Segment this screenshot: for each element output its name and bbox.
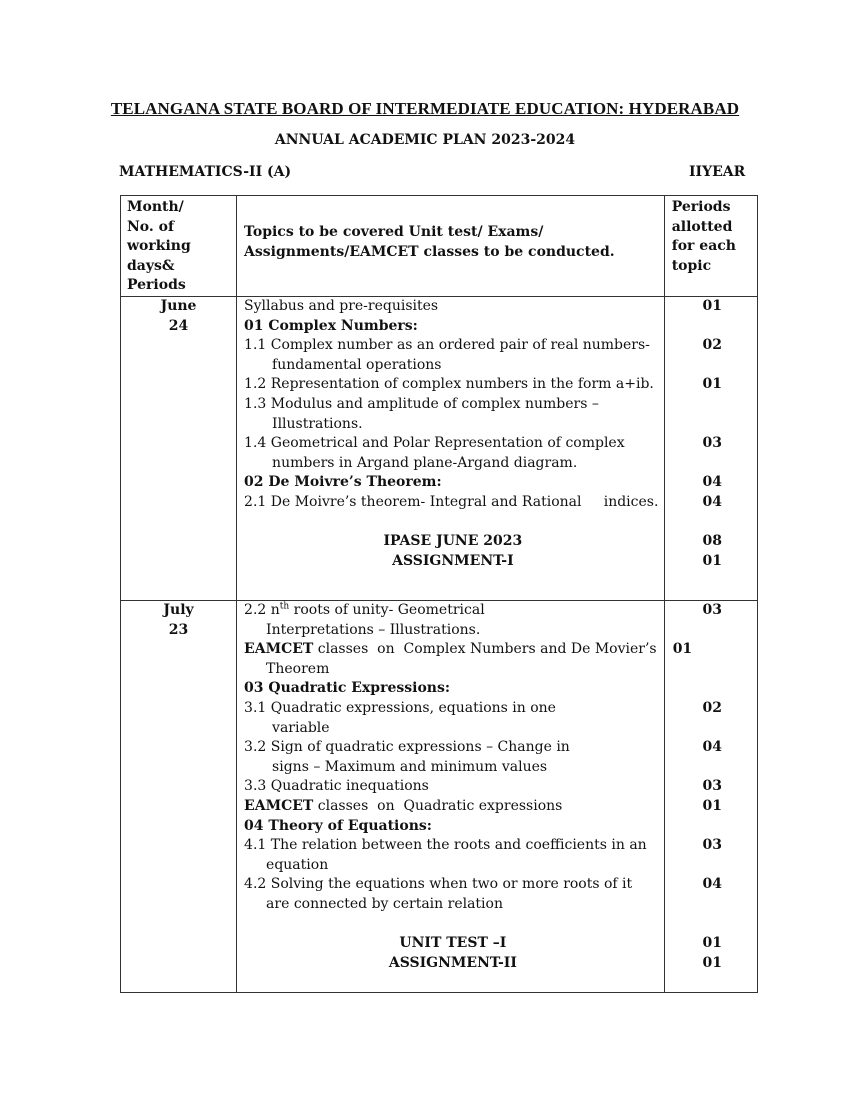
topic-line [244, 601, 662, 621]
month-cell-july [121, 600, 237, 992]
topic-line: fundamental operations [272, 356, 442, 373]
topic-text: classes on Complex Numbers and De Movier’s [313, 641, 657, 658]
period-value: 04 [702, 474, 722, 491]
period-value: 08 [702, 533, 722, 550]
topic-line [244, 797, 662, 817]
topic-line: 1.4 Geometrical and Polar Representation of complex [244, 435, 625, 452]
header-text: Topics to be covered Unit test/ Exams/ [244, 224, 544, 240]
unit-heading: 01 Complex Numbers: [244, 317, 418, 334]
topic-text: roots of unity- Geometrical [289, 601, 485, 618]
header-text: Assignments/EAMCET classes to be conducted. [244, 243, 615, 260]
period-value: 02 [702, 337, 722, 354]
superscript: th [279, 601, 290, 612]
month-name: June [160, 297, 197, 314]
working-days: 23 [168, 621, 189, 638]
subject-label: MATHEMATICS-II (A) [119, 164, 292, 180]
topic-line: numbers in Argand plane-Argand diagram. [272, 454, 578, 471]
period-value: 04 [702, 493, 722, 510]
topics-cell-june [237, 296, 665, 600]
unit-heading: 04 Theory of Equations: [244, 817, 432, 834]
exam-label: IPASE JUNE 2023 [383, 533, 523, 550]
period-value: 01 [702, 954, 722, 971]
header-text: Periods [671, 199, 731, 215]
plan-title: ANNUAL ACADEMIC PLAN 2023-2024 [274, 132, 576, 148]
period-value: 03 [702, 435, 722, 452]
period-value: 03 [702, 778, 722, 795]
period-value: 01 [702, 797, 722, 814]
topic-line: 1.3 Modulus and amplitude of complex numbers – [244, 395, 599, 412]
topic-line: 3.3 Quadratic inequations [244, 778, 429, 795]
period-value: 04 [702, 739, 722, 756]
topic-line: Interpretations – Illustrations. [266, 621, 481, 638]
header-text: topic [671, 257, 712, 274]
topic-line: 3.2 Sign of quadratic expressions – Change in [244, 739, 570, 756]
header-text: working [127, 238, 191, 255]
periods-cell-july [664, 600, 757, 992]
header-text: No. of [127, 218, 174, 235]
topics-cell-july [237, 600, 665, 992]
table-row-june [121, 296, 758, 600]
period-value: 04 [702, 876, 722, 893]
month-cell-june [121, 296, 237, 600]
academic-plan-table [120, 195, 758, 993]
topic-line: 2.1 De Moivre’s theorem- Integral and Rational indices. [244, 493, 659, 510]
topic-line: 1.1 Complex number as an ordered pair of real numbers- [244, 337, 650, 354]
topic-line: Theorem [266, 660, 330, 677]
topic-line: Illustrations. [272, 415, 363, 432]
year-label: IIYEAR [689, 164, 746, 180]
header-text: Periods [127, 277, 186, 294]
period-value: 01 [702, 935, 722, 952]
header-text: Month/ [127, 199, 184, 215]
topic-line: variable [272, 719, 330, 736]
periods-cell-june [664, 296, 757, 600]
topic-line [244, 640, 662, 660]
period-value: 03 [702, 601, 722, 618]
period-value: 01 [702, 552, 722, 569]
topic-line: 3.1 Quadratic expressions, equations in one [244, 699, 556, 716]
document-title: TELANGANA STATE BOARD OF INTERMEDIATE EDUCATION: HYDERABAD [110, 99, 740, 118]
assignment-label: ASSIGNMENT-I [392, 552, 514, 569]
period-value: 03 [702, 837, 722, 854]
month-header [121, 196, 237, 297]
period-value: 02 [702, 699, 722, 716]
period-value: 01 [702, 297, 722, 314]
exam-label: UNIT TEST –I [399, 935, 507, 952]
month-name: July [163, 601, 194, 618]
topic-line: 4.1 The relation between the roots and coefficients in an [244, 837, 647, 854]
topic-line: are connected by certain relation [266, 895, 503, 912]
unit-heading: 02 De Moivre’s Theorem: [244, 474, 442, 491]
header-text: allotted [671, 218, 733, 235]
topic-text: classes on Quadratic expressions [313, 797, 563, 814]
assignment-label: ASSIGNMENT-II [388, 954, 517, 971]
period-value: 01 [702, 376, 722, 393]
eamcet-label: EAMCET [244, 641, 314, 658]
header-text: days& [127, 257, 175, 274]
table-row-july [121, 600, 758, 992]
topic-line: signs – Maximum and minimum values [272, 758, 548, 775]
topics-header [237, 196, 665, 297]
period-value: 01 [672, 641, 693, 658]
topic-line: equation [266, 856, 329, 873]
periods-header [664, 196, 757, 297]
eamcet-label: EAMCET [244, 797, 314, 814]
topic-line: Syllabus and pre-requisites [244, 297, 439, 314]
topic-text: 2.2 n [244, 601, 280, 618]
topic-line: 1.2 Representation of complex numbers in the form a+ib. [244, 376, 654, 393]
table-header-row [121, 196, 758, 297]
header-text: for each [671, 238, 736, 255]
topic-line: 4.2 Solving the equations when two or more roots of it [244, 876, 633, 893]
unit-heading: 03 Quadratic Expressions: [244, 680, 451, 697]
working-days: 24 [168, 317, 189, 334]
